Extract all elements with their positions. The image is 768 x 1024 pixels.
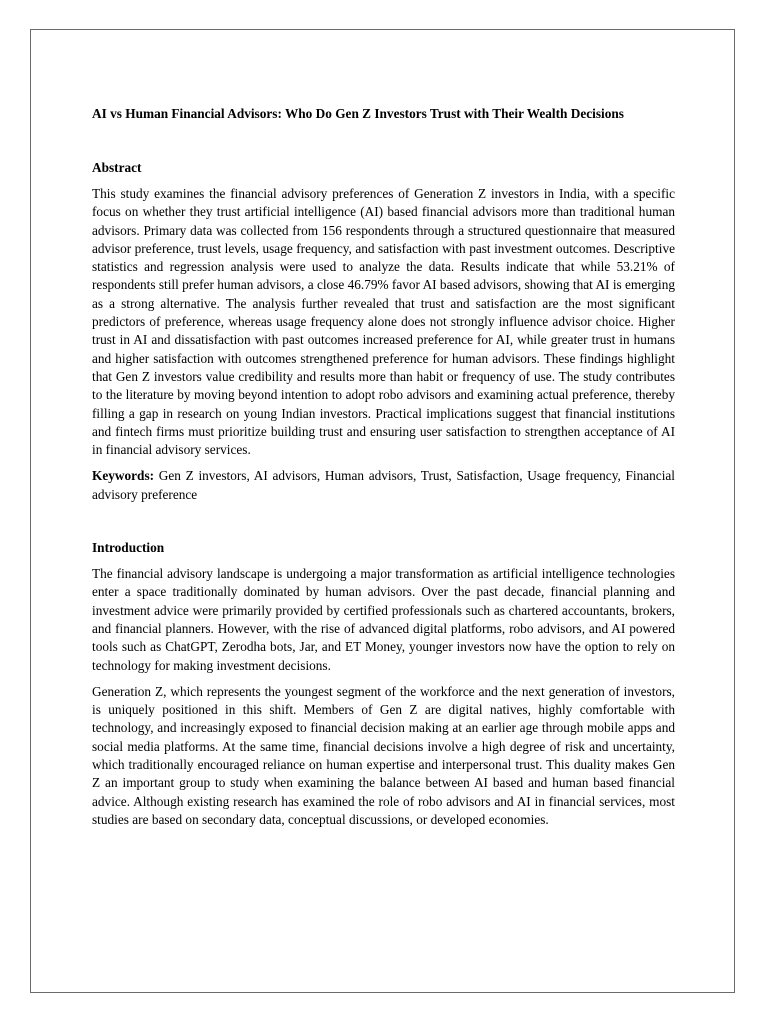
keywords-text: Gen Z investors, AI advisors, Human advisors, Trust, Satisfaction, Usage frequency, Financial advisory preference	[92, 468, 675, 502]
introduction-heading: Introduction	[92, 540, 165, 556]
introduction-paragraph-2: Generation Z, which represents the youngest segment of the workforce and the next generation of investors, is uniquely positioned in this shift. Members of Gen Z are digital natives, highly comfortable with technology, and increasingly exposed to financial decision making at an earlier age through mobile apps and social media platforms. At the same time, financial decisions involve a high degree of risk and uncertainty, which traditionally encouraged reliance on human expertise and interpersonal trust. This duality makes Gen Z an important group to study when examining the balance between AI based and human based financial advice. Although existing research has examined the role of robo advisors and AI in financial services, most studies are based on secondary data, conceptual discussions, or developed economies.	[92, 683, 675, 827]
abstract-paragraph: This study examines the financial advisory preferences of Generation Z investors in India, with a specific focus on whether they trust artificial intelligence (AI) based financial advisors more than traditional human advisors. Primary data was collected from 156 respondents through a structured questionnaire that measured advisor preference, trust levels, usage frequency, and satisfaction with past investment outcomes. Descriptive statistics and regression analysis were used to analyze the data. Results indicate that while 53.21% of respondents still prefer human advisors, a close 46.79% favor AI based advisors, showing that AI is emerging as a strong alternative. The analysis further revealed that trust and satisfaction are the most significant predictors of preference, whereas usage frequency alone does not strongly influence advisor choice. Higher trust in AI and dissatisfaction with past outcomes increased preference for AI, while greater trust in humans and higher satisfaction with outcomes strengthened preference for human advisors. These findings highlight that Gen Z investors value credibility and results more than habit or frequency of use. The study contributes to the literature by moving beyond intention to adopt robo advisors and examining actual preference, thereby filling a gap in research on young Indian investors. Practical implications suggest that financial institutions and fintech firms must prioritize building trust and ensuring user satisfaction to strengthen acceptance of AI in financial advisory services.	[92, 186, 675, 458]
abstract-heading: Abstract	[92, 160, 142, 175]
paper-title: AI vs Human Financial Advisors: Who Do Gen Z Investors Trust with Their Wealth Decisions	[92, 106, 624, 121]
keywords-paragraph	[92, 467, 675, 504]
introduction-paragraph-1: The financial advisory landscape is undergoing a major transformation as artificial intelligence technologies enter a space traditionally dominated by human advisors. Over the past decade, financial planning and investment advice were primarily provided by certified professionals such as chartered accountants, brokers, and financial planners. However, with the rise of advanced digital platforms, robo advisors, and AI powered tools such as ChatGPT, Zerodha bots, Jar, and ET Money, younger investors now have the option to rely on technology for making investment decisions.	[92, 566, 675, 673]
document-body	[92, 104, 675, 829]
keywords-label: Keywords:	[92, 468, 155, 484]
